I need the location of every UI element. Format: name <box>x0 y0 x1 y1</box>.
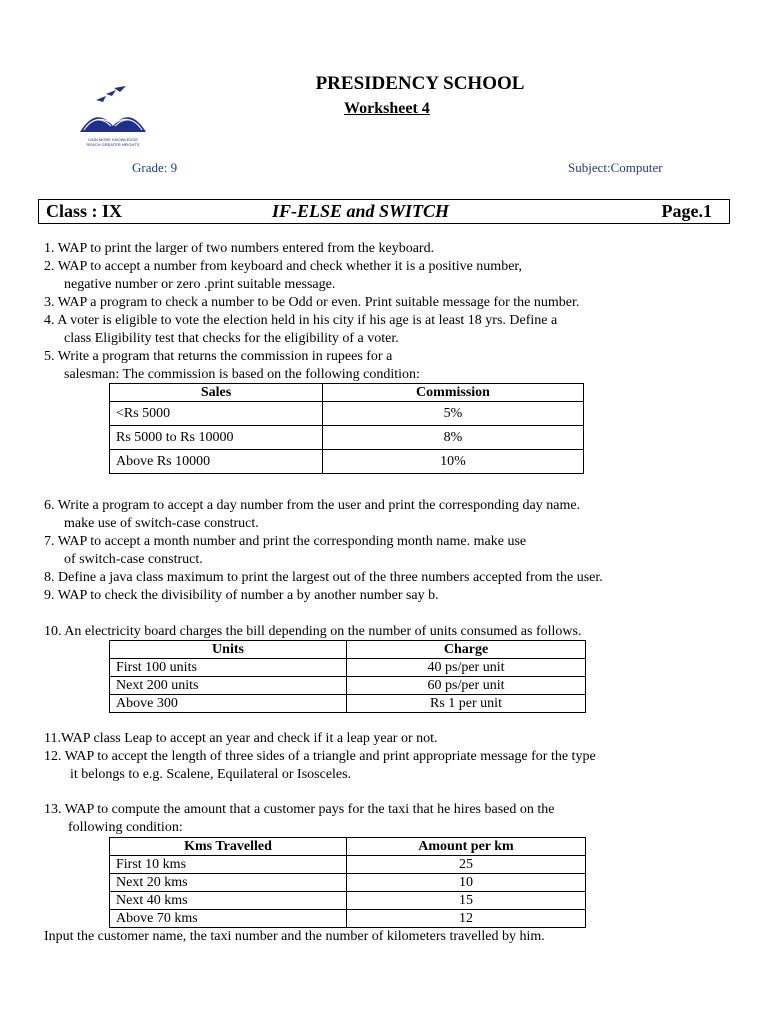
logo-motto-1: GAIN MORE KNOWLEDGE <box>87 137 139 142</box>
question-7: 7. WAP to accept a month number and print the corresponding month name. make use <box>44 534 527 549</box>
question-11: 11.WAP class Leap to accept an year and check if it a leap year or not. <box>44 731 438 746</box>
birds-icon <box>96 86 126 102</box>
table-header: Sales <box>110 384 323 402</box>
table-cell: Above Rs 10000 <box>110 450 323 474</box>
logo-motto-2: REACH GREATER HEIGHTS <box>86 142 140 147</box>
table-cell: 10% <box>323 450 584 474</box>
table-cell: First 100 units <box>110 659 347 677</box>
taxi-table <box>109 837 586 928</box>
table-cell: Next 20 kms <box>110 874 347 892</box>
grade-label: Grade: 9 <box>132 160 178 175</box>
question-7-cont: of switch-case construct. <box>64 552 203 567</box>
question-12-cont: it belongs to e.g. Scalene, Equilateral or Isosceles. <box>70 767 352 782</box>
table-header: Units <box>110 641 347 659</box>
question-2-cont: negative number or zero .print suitable message. <box>64 277 336 292</box>
table-cell: 12 <box>347 910 586 928</box>
question-13-note: Input the customer name, the taxi number and the number of kilometers travelled by him. <box>44 929 545 944</box>
page-number: Page.1 <box>661 201 712 221</box>
question-4-cont: class Eligibility test that checks for the eligibility of a voter. <box>64 331 399 346</box>
table-header: Kms Travelled <box>110 838 347 856</box>
units-table <box>109 640 586 713</box>
table-cell: First 10 kms <box>110 856 347 874</box>
class-bar <box>38 199 730 224</box>
question-13-cont: following condition: <box>68 820 183 835</box>
worksheet-title: Worksheet 4 <box>344 100 430 117</box>
table-cell: Next 40 kms <box>110 892 347 910</box>
question-3: 3. WAP a program to check a number to be Odd or even. Print suitable message for the number. <box>44 295 580 310</box>
school-logo <box>76 86 150 148</box>
question-6-cont: make use of switch-case construct. <box>64 516 259 531</box>
table-cell: 25 <box>347 856 586 874</box>
question-5: 5. Write a program that returns the commission in rupees for a <box>44 349 393 364</box>
question-8: 8. Define a java class maximum to print the largest out of the three numbers accepted from the user. <box>44 570 603 585</box>
table-cell: <Rs 5000 <box>110 402 323 426</box>
table-header: Charge <box>347 641 586 659</box>
open-book-icon <box>80 117 146 132</box>
table-cell: 5% <box>323 402 584 426</box>
table-header: Amount per km <box>347 838 586 856</box>
table-cell: 40 ps/per unit <box>347 659 586 677</box>
table-cell: 15 <box>347 892 586 910</box>
commission-table <box>109 383 584 474</box>
class-label: Class : IX <box>46 201 123 221</box>
question-5-cont: salesman: The commission is based on the following condition: <box>64 367 420 382</box>
question-9: 9. WAP to check the divisibility of number a by another number say b. <box>44 588 439 603</box>
table-cell: Above 300 <box>110 695 347 713</box>
table-cell: Above 70 kms <box>110 910 347 928</box>
table-cell: Rs 5000 to Rs 10000 <box>110 426 323 450</box>
topic-title: IF-ELSE and SWITCH <box>272 201 450 221</box>
table-cell: Next 200 units <box>110 677 347 695</box>
question-4: 4. A voter is eligible to vote the election held in his city if his age is at least 18 yrs. Define a <box>44 313 558 328</box>
table-cell: Rs 1 per unit <box>347 695 586 713</box>
question-13: 13. WAP to compute the amount that a customer pays for the taxi that he hires based on the <box>44 802 555 817</box>
question-6: 6. Write a program to accept a day number from the user and print the corresponding day name. <box>44 498 581 513</box>
table-cell: 8% <box>323 426 584 450</box>
question-12: 12. WAP to accept the length of three sides of a triangle and print appropriate message for the type <box>44 749 596 764</box>
question-2: 2. WAP to accept a number from keyboard and check whether it is a positive number, <box>44 259 523 274</box>
school-name: PRESIDENCY SCHOOL <box>315 73 525 94</box>
table-cell: 10 <box>347 874 586 892</box>
table-header: Commission <box>323 384 584 402</box>
subject-label: Subject:Computer <box>568 160 663 175</box>
question-1: 1. WAP to print the larger of two numbers entered from the keyboard. <box>44 241 435 256</box>
question-10: 10. An electricity board charges the bill depending on the number of units consumed as follows. <box>44 624 582 639</box>
table-cell: 60 ps/per unit <box>347 677 586 695</box>
